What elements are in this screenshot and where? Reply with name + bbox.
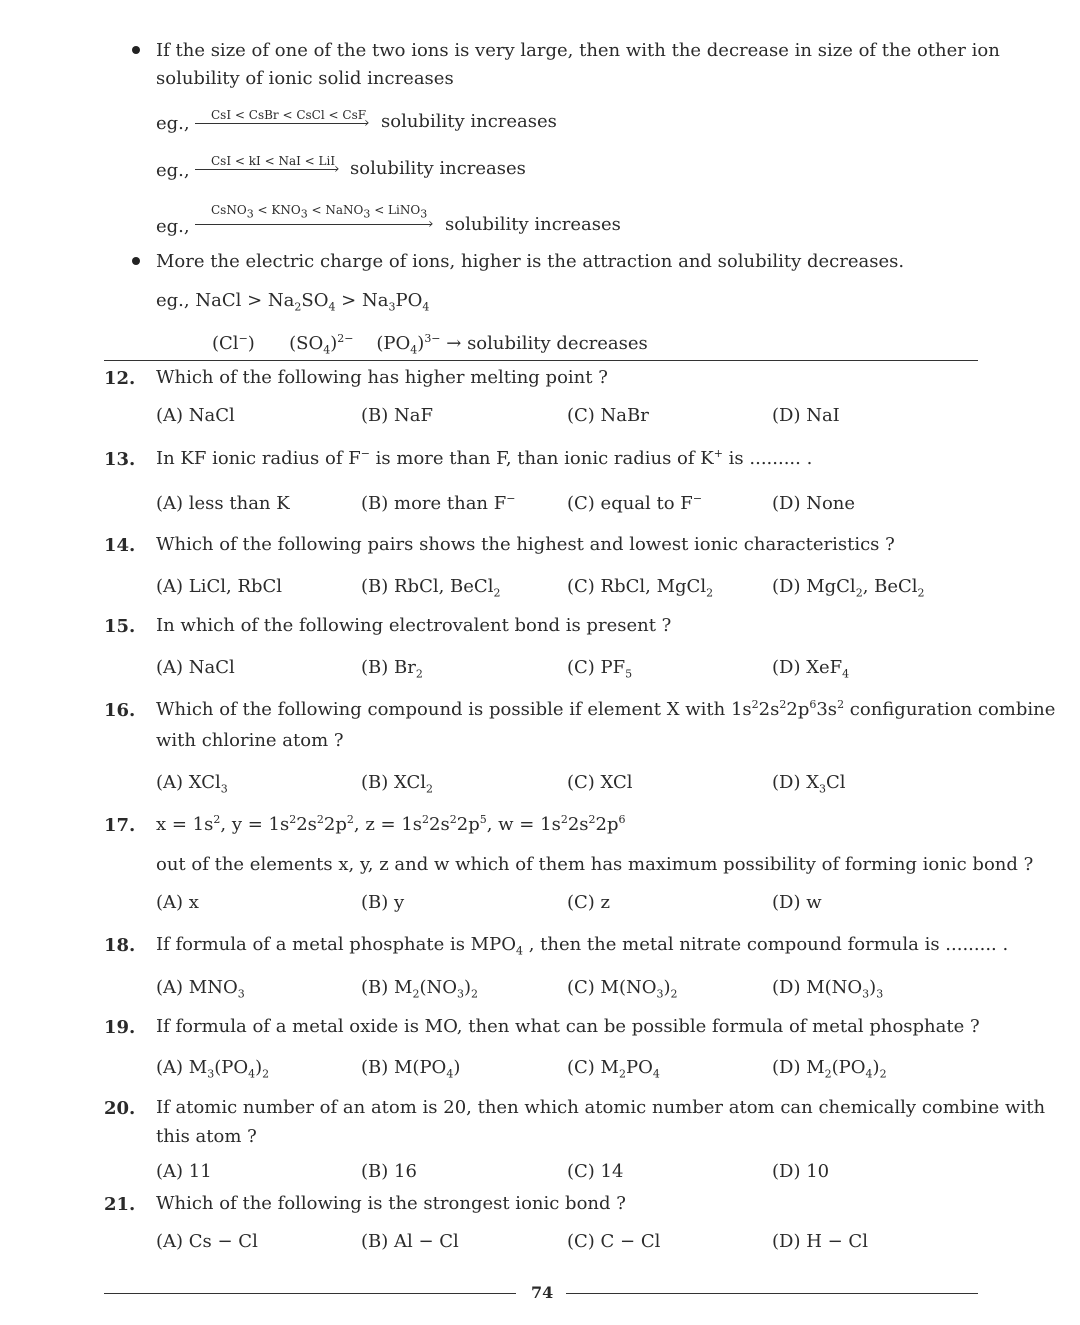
option-b: (B) RbCl, BeCl$_2$: [361, 576, 501, 600]
option-a: (A) Cs − Cl: [156, 1231, 258, 1252]
question-number: 15.: [104, 616, 136, 637]
option-a: (A) $M_3(PO_4)_2$: [156, 1057, 270, 1081]
bullet-dot: [132, 257, 140, 265]
option-b: (B) XCl$_2$: [361, 772, 434, 796]
question-text: If formula of a metal phosphate is $MPO_4$ , then the metal nitrate compound formula is ......... .: [156, 934, 1009, 958]
option-d: (D) $M_2(PO_4)_2$: [772, 1057, 887, 1081]
option-a: (A) NaCl: [156, 657, 235, 678]
question-text: In KF ionic radius of F− is more than F, than ionic radius of K+ is ......... .: [156, 447, 813, 469]
question-text-line2: with chlorine atom ?: [156, 730, 344, 751]
question-number: 13.: [104, 449, 136, 470]
section-divider: [104, 360, 978, 361]
option-b: (B) y: [361, 892, 405, 913]
option-c: (C) C − Cl: [567, 1231, 661, 1252]
question-text: Which of the following has higher melting point ?: [156, 367, 608, 388]
option-d: (D) $X_3Cl$: [772, 772, 846, 796]
eg-label: eg.,: [156, 216, 190, 237]
eg-label: eg.,: [156, 160, 190, 181]
page-number: 74: [531, 1283, 554, 1302]
option-c: (C) z: [567, 892, 611, 913]
option-d: (D) w: [772, 892, 822, 913]
option-b: (B) $M(PO_4)$: [361, 1057, 461, 1081]
option-a: (A) LiCl, RbCl: [156, 576, 283, 597]
example1-after: solubility increases: [381, 111, 557, 132]
option-a: (A) NaCl: [156, 405, 235, 426]
question-number: 20.: [104, 1098, 136, 1119]
question-text: If formula of a metal oxide is MO, then what can be possible formula of metal phosphate ?: [156, 1016, 980, 1037]
option-d: (D) MgCl$_2$, BeCl$_2$: [772, 576, 925, 600]
option-d: (D) None: [772, 493, 856, 514]
bullet2-text: More the electric charge of ions, higher is the attraction and solubility decreases.: [156, 251, 905, 272]
example3-over-arrow: CsNO$_3$ < $KNO_3$ < NaNO$_3$ < LiNO$_3$: [211, 203, 428, 221]
question-text: Which of the following compound is possible if element X with $1s^22s^22p^63s^2$ configuration combine: [156, 698, 1056, 720]
question-number: 12.: [104, 368, 136, 389]
option-b: (B) NaF: [361, 405, 433, 426]
option-b: (B) Al − Cl: [361, 1231, 459, 1252]
question-text: In which of the following electrovalent bond is present ?: [156, 615, 672, 636]
option-b: (B) $M_2(NO_3)_2$: [361, 977, 478, 1001]
question-text-line2: out of the elements x, y, z and w which of them has maximum possibility of forming ionic bond ?: [156, 854, 1034, 875]
bullet1-line1: If the size of one of the two ions is very large, then with the decrease in size of the other ion: [156, 40, 1000, 61]
bullet2-example: eg., NaCl > $Na_2SO_4 > Na_3PO_4$: [156, 290, 430, 314]
eg-label: eg.,: [156, 113, 190, 134]
bullet-dot: [132, 46, 140, 54]
option-a: (A) XCl$_3$: [156, 772, 228, 796]
question-number: 18.: [104, 935, 136, 956]
option-c: (C) $PF_5$: [567, 657, 633, 681]
option-c: (C) RbCl, MgCl$_2$: [567, 576, 714, 600]
option-a: (A) 11: [156, 1161, 212, 1182]
question-text: Which of the following pairs shows the highest and lowest ionic characteristics ?: [156, 534, 895, 555]
option-c: (C) 14: [567, 1161, 624, 1182]
bullet1-line2: solubility of ionic solid increases: [156, 68, 454, 89]
option-c: (C) NaBr: [567, 405, 649, 426]
option-b: (B) more than F−: [361, 492, 516, 514]
arrow-head: ›: [364, 115, 370, 131]
footer-rule-right: [566, 1293, 978, 1294]
option-d: (D) H − Cl: [772, 1231, 868, 1252]
option-d: (D) NaI: [772, 405, 840, 426]
option-a: (A) x: [156, 892, 199, 913]
option-b: (B) 16: [361, 1161, 417, 1182]
question-number: 16.: [104, 700, 136, 721]
question-text: $x = 1s^2$, $y = 1s^22s^22p^2$, $z = 1s^22s^22p^5$, $w = 1s^22s^22p^6$: [156, 813, 626, 835]
option-c: (C) equal to F−: [567, 492, 703, 514]
ions-line: (Cl−) $(SO_4)^{2-}$ $(PO_4)^{3-}$ → solubility decreases: [212, 332, 648, 357]
question-number: 17.: [104, 815, 136, 836]
question-text: If atomic number of an atom is 20, then which atomic number atom can chemically combine with: [156, 1097, 1046, 1118]
arrow-head: ›: [334, 161, 340, 177]
option-c: (C) $M_2PO_4$: [567, 1057, 660, 1081]
option-a: (A) less than K: [156, 493, 290, 514]
option-b: (B) $Br_2$: [361, 657, 423, 681]
footer-rule-left: [104, 1293, 516, 1294]
question-text: Which of the following is the strongest ionic bond ?: [156, 1193, 626, 1214]
option-d: (D) 10: [772, 1161, 830, 1182]
question-number: 19.: [104, 1017, 136, 1038]
option-d: (D) XeF$_4$: [772, 657, 850, 681]
example2-arrow: [195, 169, 337, 170]
example1-arrow: [195, 123, 367, 124]
example1-over-arrow: CsI < CsBr < CsCl < CsF: [211, 108, 367, 122]
example3-after: solubility increases: [445, 214, 621, 235]
question-text-line2: this atom ?: [156, 1126, 257, 1147]
option-d: (D) $M(NO_3)_3$: [772, 977, 884, 1001]
question-number: 21.: [104, 1194, 136, 1215]
option-c: (C) $M(NO_3)_2$: [567, 977, 678, 1001]
ions-after: solubility decreases: [467, 333, 648, 354]
arrow-head: ›: [428, 216, 434, 232]
example2-after: solubility increases: [350, 158, 526, 179]
option-a: (A) $MNO_3$: [156, 977, 245, 1001]
question-number: 14.: [104, 535, 136, 556]
option-c: (C) XCl: [567, 772, 633, 793]
example2-over-arrow: CsI < kI < NaI < LiI: [211, 154, 336, 168]
example3-arrow: [195, 224, 431, 225]
